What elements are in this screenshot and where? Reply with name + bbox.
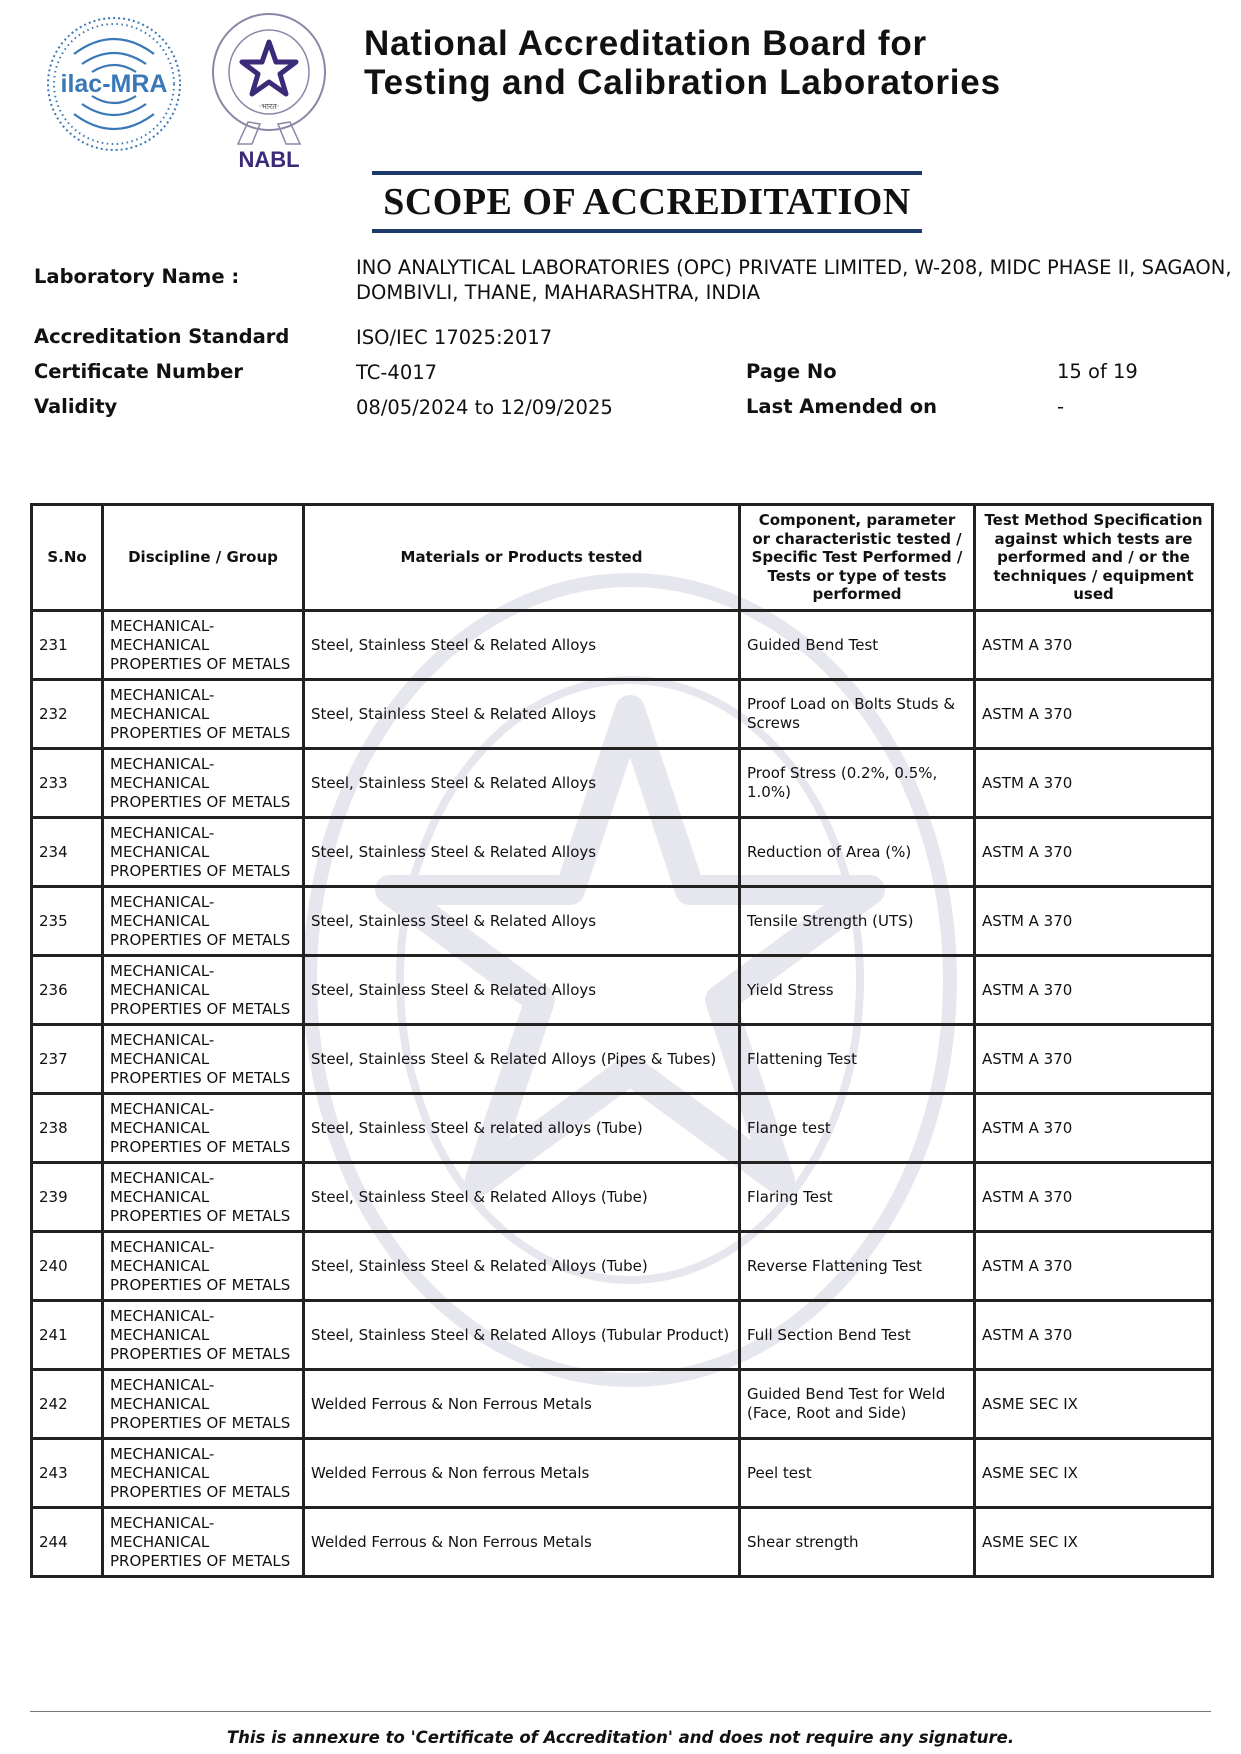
discipline-cell: MECHANICAL- MECHANICAL PROPERTIES OF METALS [103, 680, 304, 749]
test-cell: Flattening Test [740, 1025, 975, 1094]
material-cell: Welded Ferrous & Non ferrous Metals [304, 1439, 740, 1508]
table-header-row [32, 505, 1213, 611]
method-cell: ASTM A 370 [975, 887, 1213, 956]
discipline-cell: MECHANICAL- MECHANICAL PROPERTIES OF METALS [103, 1025, 304, 1094]
method-cell: ASTM A 370 [975, 1094, 1213, 1163]
organization-title [364, 24, 1001, 102]
amended-value: - [1057, 395, 1065, 418]
scope-table [30, 503, 1214, 1578]
ilac-mra-logo [44, 14, 184, 154]
table-row [32, 1301, 1213, 1370]
material-cell: Steel, Stainless Steel & Related Alloys [304, 887, 740, 956]
test-cell: Proof Load on Bolts Studs & Screws [740, 680, 975, 749]
column-header-sno: S.No [32, 505, 103, 611]
sno-cell: 239 [32, 1163, 103, 1232]
test-cell: Guided Bend Test for Weld (Face, Root and Side) [740, 1370, 975, 1439]
table-row [32, 1094, 1213, 1163]
table-row [32, 1508, 1213, 1577]
sno-cell: 240 [32, 1232, 103, 1301]
certificate-label: Certificate Number [34, 360, 243, 383]
method-cell: ASTM A 370 [975, 818, 1213, 887]
discipline-cell: MECHANICAL- MECHANICAL PROPERTIES OF METALS [103, 1508, 304, 1577]
discipline-cell: MECHANICAL- MECHANICAL PROPERTIES OF METALS [103, 1163, 304, 1232]
table-row [32, 1025, 1213, 1094]
sno-cell: 233 [32, 749, 103, 818]
test-cell: Yield Stress [740, 956, 975, 1025]
method-cell: ASME SEC IX [975, 1370, 1213, 1439]
method-cell: ASTM A 370 [975, 1301, 1213, 1370]
table-row [32, 818, 1213, 887]
standard-label: Accreditation Standard [34, 325, 290, 348]
discipline-cell: MECHANICAL- MECHANICAL PROPERTIES OF METALS [103, 956, 304, 1025]
sno-cell: 236 [32, 956, 103, 1025]
standard-value: ISO/IEC 17025:2017 [356, 326, 553, 349]
sno-cell: 231 [32, 611, 103, 680]
test-cell: Flaring Test [740, 1163, 975, 1232]
method-cell: ASTM A 370 [975, 1232, 1213, 1301]
material-cell: Welded Ferrous & Non Ferrous Metals [304, 1508, 740, 1577]
discipline-cell: MECHANICAL- MECHANICAL PROPERTIES OF METALS [103, 1301, 304, 1370]
validity-value: 08/05/2024 to 12/09/2025 [356, 396, 613, 419]
lab-name-row [34, 255, 1232, 325]
method-cell: ASTM A 370 [975, 1025, 1213, 1094]
test-cell: Reverse Flattening Test [740, 1232, 975, 1301]
standard-row [34, 325, 1214, 360]
method-cell: ASME SEC IX [975, 1439, 1213, 1508]
discipline-cell: MECHANICAL- MECHANICAL PROPERTIES OF METALS [103, 887, 304, 956]
method-cell: ASME SEC IX [975, 1508, 1213, 1577]
test-cell: Tensile Strength (UTS) [740, 887, 975, 956]
method-cell: ASTM A 370 [975, 680, 1213, 749]
scope-title: SCOPE OF ACCREDITATION [372, 171, 922, 233]
material-cell: Steel, Stainless Steel & Related Alloys (Tube) [304, 1232, 740, 1301]
test-cell: Proof Stress (0.2%, 0.5%, 1.0%) [740, 749, 975, 818]
discipline-cell: MECHANICAL- MECHANICAL PROPERTIES OF METALS [103, 1370, 304, 1439]
sno-cell: 242 [32, 1370, 103, 1439]
method-cell: ASTM A 370 [975, 956, 1213, 1025]
test-cell: Guided Bend Test [740, 611, 975, 680]
organization-title-line2: Testing and Calibration Laboratories [364, 63, 1001, 102]
sno-cell: 244 [32, 1508, 103, 1577]
column-header-materials: Materials or Products tested [304, 505, 740, 611]
material-cell: Welded Ferrous & Non Ferrous Metals [304, 1370, 740, 1439]
test-cell: Full Section Bend Test [740, 1301, 975, 1370]
test-cell: Flange test [740, 1094, 975, 1163]
material-cell: Steel, Stainless Steel & Related Alloys (Tubular Product) [304, 1301, 740, 1370]
sno-cell: 234 [32, 818, 103, 887]
column-header-discipline: Discipline / Group [103, 505, 304, 611]
organization-title-line1: National Accreditation Board for [364, 24, 927, 63]
sno-cell: 243 [32, 1439, 103, 1508]
method-cell: ASTM A 370 [975, 611, 1213, 680]
table-row [32, 887, 1213, 956]
lab-name-value: INO ANALYTICAL LABORATORIES (OPC) PRIVATE LIMITED, W-208, MIDC PHASE II, SAGAON, DOMBIVLI, THANE, MAHARASHTRA, INDIA [356, 256, 1232, 304]
sno-cell: 235 [32, 887, 103, 956]
test-cell: Shear strength [740, 1508, 975, 1577]
method-cell: ASTM A 370 [975, 1163, 1213, 1232]
table-row [32, 1232, 1213, 1301]
certificate-row [34, 360, 1214, 395]
discipline-cell: MECHANICAL- MECHANICAL PROPERTIES OF METALS [103, 818, 304, 887]
discipline-cell: MECHANICAL- MECHANICAL PROPERTIES OF METALS [103, 1439, 304, 1508]
column-header-component: Component, parameter or characteristic tested / Specific Test Performed / Tests or type of tests performed [740, 505, 975, 611]
material-cell: Steel, Stainless Steel & related alloys (Tube) [304, 1094, 740, 1163]
test-cell: Peel test [740, 1439, 975, 1508]
material-cell: Steel, Stainless Steel & Related Alloys [304, 611, 740, 680]
nabl-logo-text: NABL [238, 147, 300, 172]
table-row [32, 1163, 1213, 1232]
sno-cell: 241 [32, 1301, 103, 1370]
footer-note: This is annexure to 'Certificate of Accreditation' and does not require any signature. [226, 1728, 1015, 1747]
material-cell: Steel, Stainless Steel & Related Alloys [304, 956, 740, 1025]
ilac-logo-text: ilac-MRA [60, 70, 168, 98]
lab-info-section [34, 255, 1232, 430]
table-row [32, 1370, 1213, 1439]
method-cell: ASTM A 370 [975, 749, 1213, 818]
nabl-logo [208, 12, 330, 172]
material-cell: Steel, Stainless Steel & Related Alloys (Pipes & Tubes) [304, 1025, 740, 1094]
table-row [32, 749, 1213, 818]
discipline-cell: MECHANICAL- MECHANICAL PROPERTIES OF METALS [103, 749, 304, 818]
table-body [32, 611, 1213, 1577]
page-value: 15 of 19 [1057, 360, 1138, 383]
table-row [32, 956, 1213, 1025]
test-cell: Reduction of Area (%) [740, 818, 975, 887]
table-row [32, 1439, 1213, 1508]
material-cell: Steel, Stainless Steel & Related Alloys [304, 818, 740, 887]
table-row [32, 680, 1213, 749]
discipline-cell: MECHANICAL- MECHANICAL PROPERTIES OF METALS [103, 1232, 304, 1301]
sno-cell: 238 [32, 1094, 103, 1163]
material-cell: Steel, Stainless Steel & Related Alloys [304, 749, 740, 818]
material-cell: Steel, Stainless Steel & Related Alloys [304, 680, 740, 749]
column-header-method: Test Method Specification against which tests are performed and / or the techniques / equipment used [975, 505, 1213, 611]
validity-row [34, 395, 1214, 430]
amended-label: Last Amended on [746, 395, 938, 418]
lab-name-label: Laboratory Name : [34, 265, 240, 288]
discipline-cell: MECHANICAL- MECHANICAL PROPERTIES OF METALS [103, 1094, 304, 1163]
discipline-cell: MECHANICAL- MECHANICAL PROPERTIES OF METALS [103, 611, 304, 680]
material-cell: Steel, Stainless Steel & Related Alloys (Tube) [304, 1163, 740, 1232]
sno-cell: 237 [32, 1025, 103, 1094]
sno-cell: 232 [32, 680, 103, 749]
footer-divider [30, 1711, 1211, 1712]
validity-label: Validity [34, 395, 118, 418]
nabl-logo-subtext: ·भारत· [258, 102, 280, 111]
table-row [32, 611, 1213, 680]
page-label: Page No [746, 360, 837, 383]
certificate-value: TC-4017 [356, 361, 438, 384]
